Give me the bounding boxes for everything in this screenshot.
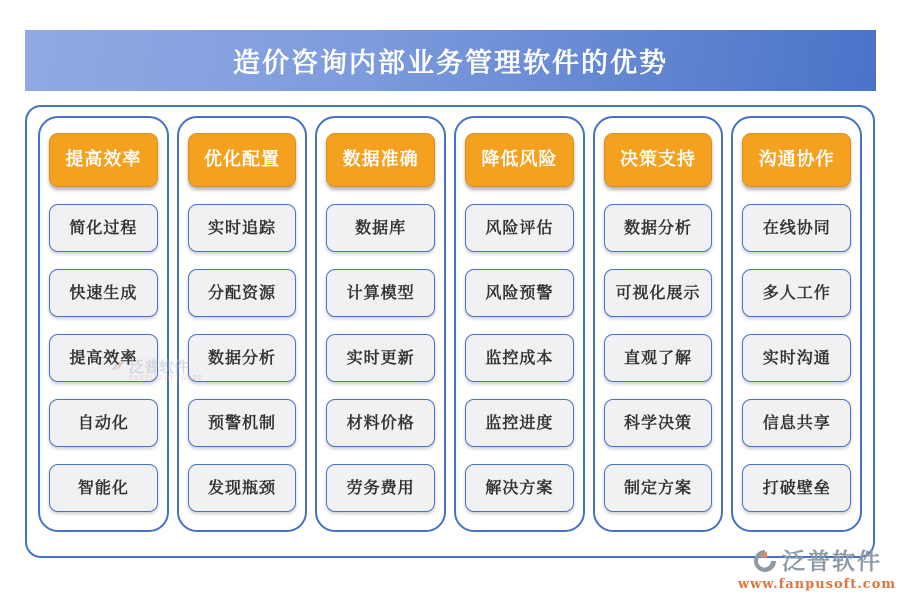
- advantage-item: 材料价格: [326, 399, 435, 447]
- advantage-item: 可视化展示: [604, 269, 713, 317]
- column-header: 优化配置: [188, 133, 297, 187]
- advantage-item: 实时更新: [326, 334, 435, 382]
- advantage-column-2: [315, 116, 446, 532]
- column-header: 提高效率: [49, 133, 158, 187]
- footer-brand: [737, 547, 897, 592]
- advantage-item: 发现瓶颈: [188, 464, 297, 512]
- advantages-panel: [25, 105, 875, 558]
- advantage-column-3: [454, 116, 585, 532]
- advantage-item: 快速生成: [49, 269, 158, 317]
- advantage-item: 自动化: [49, 399, 158, 447]
- watermark-sub: FANPU SOFTWARE: [129, 375, 204, 382]
- advantage-item: 数据分析: [188, 334, 297, 382]
- advantage-item: 计算模型: [326, 269, 435, 317]
- advantage-item: 劳务费用: [326, 464, 435, 512]
- column-header: 决策支持: [604, 133, 713, 187]
- watermark-brand: 泛普软件: [129, 358, 190, 376]
- advantage-item: 解决方案: [465, 464, 574, 512]
- advantage-item: 提高效率: [49, 334, 158, 382]
- advantage-item: 打破壁垒: [742, 464, 851, 512]
- advantage-column-4: [593, 116, 724, 532]
- advantage-item: 风险评估: [465, 204, 574, 252]
- column-header: 沟通协作: [742, 133, 851, 187]
- page-title: 造价咨询内部业务管理软件的优势: [233, 48, 668, 79]
- advantage-item: 分配资源: [188, 269, 297, 317]
- advantage-item: 智能化: [49, 464, 158, 512]
- advantage-item: 监控进度: [465, 399, 574, 447]
- advantage-item: 多人工作: [742, 269, 851, 317]
- fanpu-logo-icon: [752, 547, 778, 575]
- footer-url: www.fanpusoft.com: [737, 577, 897, 592]
- advantage-item: 数据库: [326, 204, 435, 252]
- column-header: 降低风险: [465, 133, 574, 187]
- advantage-item: 直观了解: [604, 334, 713, 382]
- advantage-column-0: [38, 116, 169, 532]
- title-banner: [25, 30, 876, 91]
- advantage-item: 制定方案: [604, 464, 713, 512]
- advantage-column-5: [731, 116, 862, 532]
- advantage-item: 实时沟通: [742, 334, 851, 382]
- column-header: 数据准确: [326, 133, 435, 187]
- advantage-item: 监控成本: [465, 334, 574, 382]
- advantage-column-1: [177, 116, 308, 532]
- advantage-item: 信息共享: [742, 399, 851, 447]
- advantage-item: 风险预警: [465, 269, 574, 317]
- advantage-item: 在线协同: [742, 204, 851, 252]
- footer-brand-name: 泛普软件: [782, 547, 882, 575]
- advantage-item: 实时追踪: [188, 204, 297, 252]
- advantage-item: 数据分析: [604, 204, 713, 252]
- advantage-item: 简化过程: [49, 204, 158, 252]
- advantage-item: 科学决策: [604, 399, 713, 447]
- advantage-item: 预警机制: [188, 399, 297, 447]
